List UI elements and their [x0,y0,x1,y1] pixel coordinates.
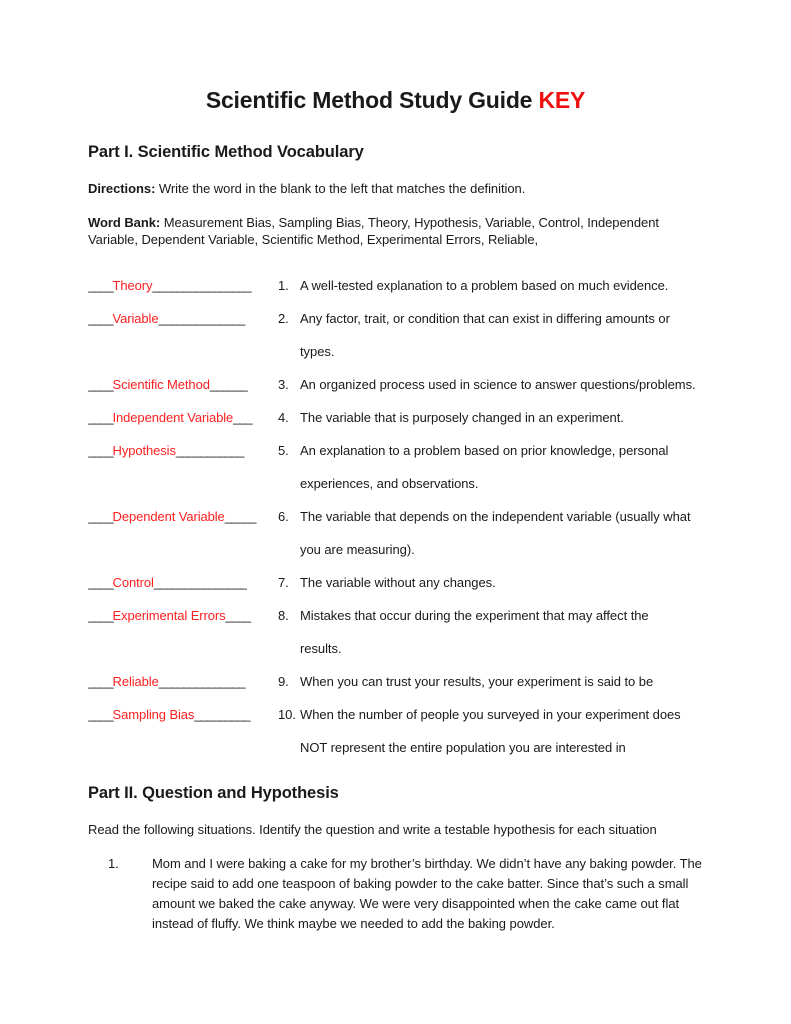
definition-number: 2. [278,310,289,326]
vocabulary-row [88,698,703,764]
definition-cell [270,566,703,599]
situation-number: 1. [108,856,119,872]
definition-cell [270,665,703,698]
definition-text: The variable that depends on the independent variable (usually what [300,508,691,524]
definition-cell [270,500,703,566]
part-two-heading: Part II. Question and Hypothesis [88,783,339,802]
situation-item [108,854,703,934]
answer-blank[interactable] [88,698,270,731]
page-title [88,0,703,113]
answer-text: Variable [112,310,159,326]
definition-text: Any factor, trait, or condition that can exist in differing amounts or [300,310,670,326]
answer-text: Experimental Errors [112,607,226,623]
part-two-instructions: Read the following situations. Identify the question and write a testable hypothesis for each situation [88,821,657,837]
blank-rule-leading: ____ [88,607,113,623]
vocabulary-matching-list [88,249,703,764]
definition-number: 6. [278,508,289,524]
answer-text: Control [112,574,154,590]
vocabulary-row [88,500,703,566]
vocabulary-row [88,566,703,599]
vocabulary-row [88,269,703,302]
vocabulary-row [88,599,703,665]
definition-text: The variable without any changes. [300,574,496,590]
answer-text: Dependent Variable [112,508,225,524]
definition-number: 5. [278,442,289,458]
definition-text: An organized process used in science to answer questions/problems. [300,376,696,392]
page-title-main: Scientific Method Study Guide [205,87,539,113]
definition-number: 4. [278,409,289,425]
definition-text-continued: experiences, and observations. [300,475,479,491]
definition-number: 8. [278,607,289,623]
definition-number: 3. [278,376,289,392]
directions-paragraph [88,163,703,198]
definition-text-continued: you are measuring). [300,541,415,557]
definition-number: 9. [278,673,289,689]
definition-cell [270,368,703,401]
word-bank-paragraph [88,198,703,249]
answer-blank[interactable] [88,434,270,467]
blank-rule-leading: ____ [88,442,113,458]
definition-cell [270,599,703,665]
definition-cell [270,269,703,302]
definition-cell [270,302,703,368]
blank-rule-trailing: ______________ [158,673,245,689]
answer-blank[interactable] [88,302,270,335]
answer-blank[interactable] [88,401,270,434]
blank-rule-leading: ____ [88,574,113,590]
definition-text: An explanation to a problem based on prior knowledge, personal [300,442,669,458]
vocabulary-row [88,401,703,434]
vocabulary-row [88,434,703,500]
definition-number: 10. [278,706,296,722]
definition-number: 1. [278,277,289,293]
answer-text: Scientific Method [112,376,210,392]
blank-rule-leading: ____ [88,376,113,392]
vocabulary-row [88,368,703,401]
definition-cell [270,434,703,500]
answer-text: Independent Variable [112,409,234,425]
word-bank-label: Word Bank: [88,214,161,230]
answer-blank[interactable] [88,368,270,401]
answer-blank[interactable] [88,665,270,698]
blank-rule-leading: ____ [88,277,113,293]
vocabulary-row [88,302,703,368]
page-title-key: KEY [538,87,586,113]
blank-rule-trailing: ______________ [158,310,245,326]
blank-rule-leading: ____ [88,310,113,326]
blank-rule-leading: ____ [88,508,113,524]
vocabulary-row [88,665,703,698]
blank-rule-trailing: ___________ [175,442,244,458]
directions-text: Write the word in the blank to the left that matches the definition. [155,181,526,197]
blank-rule-trailing: ___ [233,409,252,425]
part-one-heading: Part I. Scientific Method Vocabulary [88,143,364,162]
blank-rule-leading: ____ [88,706,113,722]
answer-text: Reliable [112,673,159,689]
blank-rule-trailing: ________________ [152,277,251,293]
blank-rule-trailing: ____ [225,607,251,623]
blank-rule-leading: ____ [88,673,113,689]
blank-rule-trailing: _____ [224,508,256,524]
definition-text-continued: results. [300,640,342,656]
definition-cell [270,401,703,434]
blank-rule-trailing: ______ [209,376,247,392]
answer-text: Sampling Bias [112,706,195,722]
definition-text: The variable that is purposely changed in an experiment. [300,409,624,425]
word-bank-text: Measurement Bias, Sampling Bias, Theory, Hypothesis, Variable, Control, Independent Variable, Dependent Variable, Scientific Method, Experimental Errors, Reliable, [88,214,659,248]
blank-rule-trailing: _______________ [153,574,246,590]
blank-rule-trailing: _________ [194,706,250,722]
blank-rule-leading: ____ [88,409,113,425]
answer-blank[interactable] [88,269,270,302]
answer-blank[interactable] [88,599,270,632]
definition-cell [270,698,703,764]
definition-text: A well-tested explanation to a problem based on much evidence. [300,277,669,293]
directions-label: Directions: [88,181,156,197]
definition-text: Mistakes that occur during the experiment that may affect the [300,607,649,623]
answer-text: Theory [112,277,153,293]
situation-text: Mom and I were baking a cake for my brother’s birthday. We didn’t have any baking powder. The recipe said to add one teaspoon of baking powder to the cake batter. Since that’s such a small amount we baked the cake anyway. We were very disappointed when the cake came out flat instead of fluffy. We think maybe we needed to add the baking powder. [152,856,702,932]
answer-blank[interactable] [88,500,270,533]
definition-number: 7. [278,574,289,590]
definition-text-continued: NOT represent the entire population you are interested in [300,739,626,755]
definition-text: When the number of people you surveyed in your experiment does [300,706,681,722]
answer-blank[interactable] [88,566,270,599]
definition-text-continued: types. [300,343,335,359]
situations-list [88,838,703,934]
answer-text: Hypothesis [112,442,176,458]
definition-text: When you can trust your results, your experiment is said to be [300,673,654,689]
